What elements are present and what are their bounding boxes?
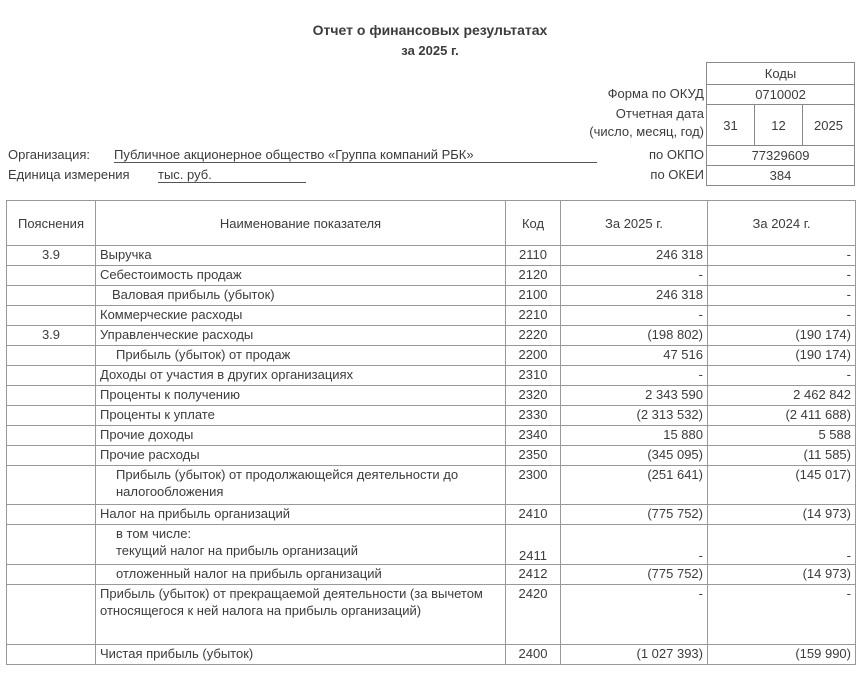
row-name: Прочие доходы xyxy=(100,427,194,442)
cell-2024 xyxy=(708,246,856,266)
report-day: 31 xyxy=(707,105,755,146)
col-code: Код xyxy=(506,201,561,246)
cell-2024 xyxy=(708,525,856,565)
cell-2025 xyxy=(561,306,708,326)
okei-code: 384 xyxy=(707,166,855,186)
value-2025: - xyxy=(698,267,703,282)
row-name: Валовая прибыль (убыток) xyxy=(112,287,275,302)
cell-2025 xyxy=(561,246,708,266)
cell-2024 xyxy=(708,585,856,645)
cell-note xyxy=(7,505,96,525)
cell-2025 xyxy=(561,645,708,665)
value-2024: (2 411 688) xyxy=(785,407,851,422)
cell-name xyxy=(96,246,506,266)
value-2024: - xyxy=(846,586,851,601)
cell-code xyxy=(506,346,561,366)
value-2025: 15 880 xyxy=(663,427,703,442)
cell-code xyxy=(506,645,561,665)
cell-2025 xyxy=(561,366,708,386)
table-row xyxy=(7,326,856,346)
value-2024: (145 017) xyxy=(795,467,851,482)
cell-name xyxy=(96,585,506,645)
cell-2024 xyxy=(708,505,856,525)
cell-name xyxy=(96,406,506,426)
row-name: Налог на прибыль организаций xyxy=(100,506,290,521)
cell-code xyxy=(506,446,561,466)
value-2024: (14 973) xyxy=(802,566,851,581)
cell-2025 xyxy=(561,326,708,346)
code-value: 2210 xyxy=(518,307,548,322)
value-2025: 246 318 xyxy=(656,247,703,262)
cell-name xyxy=(96,645,506,665)
value-2024: (159 990) xyxy=(795,646,851,661)
table-row xyxy=(7,246,856,266)
cell-2025 xyxy=(561,266,708,286)
value-2025: 2 343 590 xyxy=(645,387,703,402)
cell-note xyxy=(7,466,96,505)
value-2025: - xyxy=(698,307,703,322)
okei-label: по ОКЕИ xyxy=(650,167,704,182)
cell-2025 xyxy=(561,286,708,306)
table-header xyxy=(7,201,856,246)
cell-2025 xyxy=(561,466,708,505)
cell-2025 xyxy=(561,505,708,525)
cell-note xyxy=(7,585,96,645)
financial-results-table xyxy=(6,200,856,665)
row-name: Проценты к уплате xyxy=(100,407,215,422)
codes-box xyxy=(706,62,855,186)
organization-value: Публичное акционерное общество «Группа компаний РБК» xyxy=(114,147,474,162)
value-2025: (1 027 393) xyxy=(636,646,703,661)
cell-note xyxy=(7,306,96,326)
table-row xyxy=(7,585,856,645)
cell-name xyxy=(96,266,506,286)
note-value: 3.9 xyxy=(41,327,61,342)
cell-note xyxy=(7,446,96,466)
col-2024: За 2024 г. xyxy=(708,201,856,246)
table-row xyxy=(7,505,856,525)
cell-2024 xyxy=(708,266,856,286)
cell-note xyxy=(7,266,96,286)
cell-note xyxy=(7,346,96,366)
row-name: Себестоимость продаж xyxy=(100,267,242,282)
value-2025: (345 095) xyxy=(647,447,703,462)
cell-name xyxy=(96,466,506,505)
value-2025: 246 318 xyxy=(656,287,703,302)
col-name: Наименование показателя xyxy=(96,201,506,246)
code-value: 2411 xyxy=(519,548,547,563)
col-notes: Пояснения xyxy=(7,201,96,246)
code-value: 2100 xyxy=(518,287,548,302)
value-2024: (11 585) xyxy=(803,447,851,462)
table-row xyxy=(7,366,856,386)
okpo-code: 77329609 xyxy=(707,146,855,166)
cell-code xyxy=(506,306,561,326)
code-value: 2340 xyxy=(518,427,548,442)
cell-2024 xyxy=(708,446,856,466)
cell-code xyxy=(506,565,561,585)
table-row xyxy=(7,266,856,286)
organization-name xyxy=(114,147,597,163)
row-name: Прибыль (убыток) от продолжающейся деятельности до налогообложения xyxy=(116,467,459,499)
cell-note xyxy=(7,326,96,346)
date-label-sub: (число, месяц, год) xyxy=(589,124,704,139)
value-2025: (775 752) xyxy=(647,566,703,581)
date-label: Отчетная дата xyxy=(615,106,704,121)
cell-note xyxy=(7,406,96,426)
table-row xyxy=(7,466,856,505)
cell-note xyxy=(7,246,96,266)
report-period: за 2025 г. xyxy=(401,43,459,58)
cell-note xyxy=(7,286,96,306)
value-2025: 47 516 xyxy=(663,347,703,362)
table-row xyxy=(7,565,856,585)
note-value: 3.9 xyxy=(41,247,61,262)
cell-2024 xyxy=(708,346,856,366)
cell-2024 xyxy=(708,645,856,665)
cell-name xyxy=(96,326,506,346)
cell-code xyxy=(506,246,561,266)
table-row xyxy=(7,306,856,326)
cell-code xyxy=(506,525,561,565)
cell-2024 xyxy=(708,326,856,346)
row-name-prefix: в том числе: xyxy=(116,526,192,541)
table-row xyxy=(7,346,856,366)
cell-2024 xyxy=(708,286,856,306)
value-2024: (190 174) xyxy=(795,327,851,342)
cell-2024 xyxy=(708,466,856,505)
okud-label: Форма по ОКУД xyxy=(607,86,704,101)
col-2025: За 2025 г. xyxy=(561,201,708,246)
row-name: Прочие расходы xyxy=(100,447,200,462)
cell-code xyxy=(506,326,561,346)
cell-code xyxy=(506,505,561,525)
cell-note xyxy=(7,565,96,585)
cell-2024 xyxy=(708,386,856,406)
value-2024: - xyxy=(846,287,851,302)
cell-2024 xyxy=(708,426,856,446)
value-2024: (14 973) xyxy=(802,506,851,521)
value-2024: - xyxy=(846,247,851,262)
value-2024: 2 462 842 xyxy=(793,387,851,402)
unit-label: Единица измерения xyxy=(8,167,130,182)
cell-name xyxy=(96,346,506,366)
value-2025: (2 313 532) xyxy=(636,407,703,422)
cell-code xyxy=(506,386,561,406)
table-row xyxy=(7,286,856,306)
cell-code xyxy=(506,406,561,426)
cell-name xyxy=(96,386,506,406)
cell-code xyxy=(506,426,561,446)
row-name: Управленческие расходы xyxy=(100,327,254,342)
row-name: Проценты к получению xyxy=(100,387,240,402)
table-row xyxy=(7,446,856,466)
cell-2024 xyxy=(708,306,856,326)
report-month: 12 xyxy=(755,105,803,146)
okpo-label: по ОКПО xyxy=(648,147,704,162)
cell-note xyxy=(7,386,96,406)
cell-code xyxy=(506,266,561,286)
cell-name xyxy=(96,366,506,386)
row-name: Выручка xyxy=(100,247,152,262)
code-value: 2120 xyxy=(518,267,548,282)
table-row xyxy=(7,406,856,426)
value-2025: - xyxy=(698,586,703,601)
cell-2025 xyxy=(561,446,708,466)
cell-note xyxy=(7,426,96,446)
code-value: 2400 xyxy=(518,646,548,661)
row-name: Чистая прибыль (убыток) xyxy=(100,646,254,661)
cell-2025 xyxy=(561,386,708,406)
value-2024: 5 588 xyxy=(818,427,851,442)
cell-2025 xyxy=(561,525,708,565)
cell-2025 xyxy=(561,346,708,366)
value-2025: (775 752) xyxy=(647,506,703,521)
cell-name xyxy=(96,446,506,466)
cell-code xyxy=(506,366,561,386)
value-2024: - xyxy=(846,367,851,382)
cell-name xyxy=(96,565,506,585)
organization-label: Организация: xyxy=(8,147,91,162)
unit-value: тыс. руб. xyxy=(158,167,212,182)
value-2024: (190 174) xyxy=(795,347,851,362)
code-value: 2200 xyxy=(518,347,548,362)
row-name: отложенный налог на прибыль организаций xyxy=(116,566,382,581)
code-value: 2412 xyxy=(518,566,548,581)
code-value: 2350 xyxy=(518,447,548,462)
cell-name xyxy=(96,286,506,306)
page-title: Отчет о финансовых результатах xyxy=(312,22,548,38)
table-row xyxy=(7,386,856,406)
value-2025: (251 641) xyxy=(647,467,703,482)
table-row xyxy=(7,645,856,665)
cell-note xyxy=(7,366,96,386)
cell-note xyxy=(7,525,96,565)
value-2024: - xyxy=(846,548,851,563)
value-2024: - xyxy=(846,307,851,322)
cell-name xyxy=(96,426,506,446)
okud-code: 0710002 xyxy=(707,85,855,105)
codes-header: Коды xyxy=(707,63,855,85)
code-value: 2220 xyxy=(518,327,548,342)
value-2024: - xyxy=(846,267,851,282)
table-row xyxy=(7,426,856,446)
cell-2024 xyxy=(708,406,856,426)
code-value: 2300 xyxy=(518,467,548,482)
code-value: 2410 xyxy=(518,506,548,521)
cell-name xyxy=(96,505,506,525)
cell-2025 xyxy=(561,426,708,446)
cell-2025 xyxy=(561,565,708,585)
cell-name xyxy=(96,306,506,326)
row-name: Прибыль (убыток) от продаж xyxy=(116,347,291,362)
value-2025: (198 802) xyxy=(647,327,703,342)
unit-field xyxy=(158,167,306,183)
cell-2025 xyxy=(561,406,708,426)
code-value: 2320 xyxy=(518,387,548,402)
table-row xyxy=(7,525,856,565)
code-value: 2310 xyxy=(518,367,548,382)
cell-code xyxy=(506,585,561,645)
row-name: Коммерческие расходы xyxy=(100,307,243,322)
row-name: текущий налог на прибыль организаций xyxy=(116,543,358,558)
cell-code xyxy=(506,286,561,306)
cell-2024 xyxy=(708,565,856,585)
code-value: 2420 xyxy=(518,586,548,601)
row-name: Доходы от участия в других организациях xyxy=(100,367,354,382)
report-year: 2025 xyxy=(803,105,855,146)
cell-2025 xyxy=(561,585,708,645)
cell-name xyxy=(96,525,506,565)
cell-note xyxy=(7,645,96,665)
code-value: 2110 xyxy=(519,247,547,262)
value-2025: - xyxy=(698,367,703,382)
code-value: 2330 xyxy=(518,407,548,422)
cell-code xyxy=(506,466,561,505)
cell-2024 xyxy=(708,366,856,386)
value-2025: - xyxy=(698,548,703,563)
row-name: Прибыль (убыток) от прекращаемой деятельности (за вычетом относящегося к ней налога на прибыль организаций) xyxy=(100,586,483,618)
